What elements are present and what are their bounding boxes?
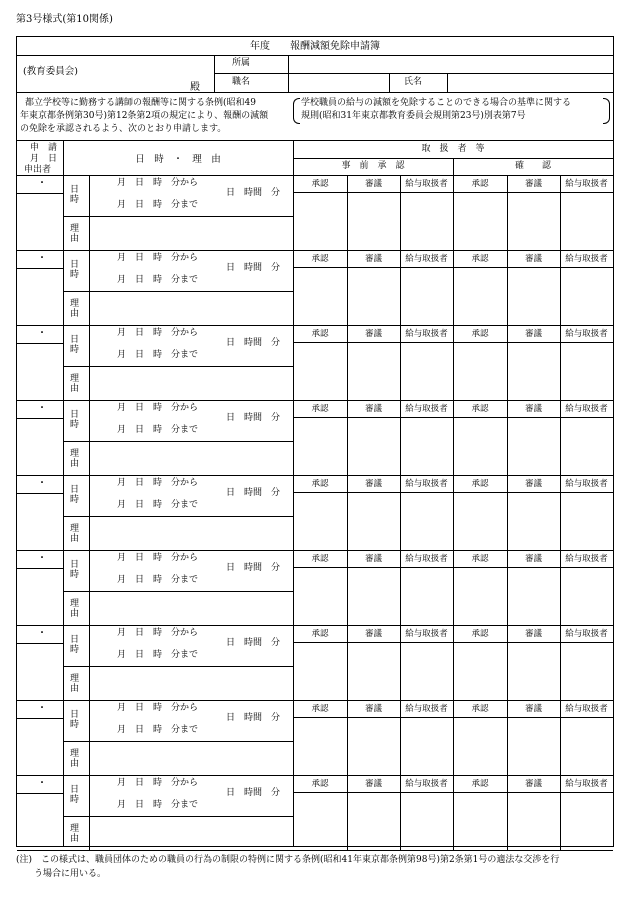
reason-label-1: 理 (70, 374, 80, 384)
confirm-payroll-label: 給与取扱者 (565, 779, 608, 789)
confirm-payroll-label: 給与取扱者 (565, 554, 608, 564)
date-dot: ・ (37, 253, 47, 264)
date-label-2: 時 (70, 495, 80, 505)
entry-row (17, 325, 613, 400)
confirm-approve-label: 承認 (471, 179, 489, 189)
date-label-1: 日 (70, 335, 80, 345)
reason-label-1: 理 (70, 824, 80, 834)
to-time: 月 日 時 分まで (117, 575, 199, 585)
payroll-label: 給与取扱者 (405, 479, 448, 489)
review-label: 審議 (364, 629, 382, 639)
committee-label: (教育委員会) (23, 66, 78, 77)
to-time: 月 日 時 分まで (117, 500, 199, 510)
intro-line-3: の免除を承認されるよう、次のとおり申請します。 (20, 124, 227, 134)
to-time: 月 日 時 分まで (117, 800, 199, 810)
application-form (16, 36, 614, 847)
review-label: 審議 (364, 779, 382, 789)
confirm-review-label: 審議 (524, 329, 542, 339)
payroll-label: 給与取扱者 (405, 704, 448, 714)
position-label: 職名 (232, 77, 251, 87)
review-label: 審議 (364, 404, 382, 414)
reason-label-2: 由 (70, 534, 80, 544)
payroll-label: 給与取扱者 (405, 629, 448, 639)
entry-row (17, 700, 613, 775)
col-prior-approval: 事 前 承 認 (341, 161, 405, 171)
review-label: 審議 (364, 704, 382, 714)
reason-label-2: 由 (70, 384, 80, 394)
to-time: 月 日 時 分まで (117, 200, 199, 210)
col-applicant-2: 月 日 (30, 154, 58, 164)
date-dot: ・ (37, 778, 47, 789)
entry-row (17, 550, 613, 625)
entry-row (17, 475, 613, 550)
from-time: 月 日 時 分から (117, 328, 199, 338)
reason-label-2: 由 (70, 684, 80, 694)
reason-label-2: 由 (70, 309, 80, 319)
approve-label: 承認 (311, 554, 329, 564)
entry-row (17, 775, 613, 850)
duration: 日 時間 分 (226, 413, 281, 423)
approve-label: 承認 (311, 404, 329, 414)
date-dot: ・ (37, 328, 47, 339)
confirm-review-label: 審議 (524, 254, 542, 264)
reason-label-1: 理 (70, 749, 80, 759)
confirm-payroll-label: 給与取扱者 (565, 179, 608, 189)
date-label-1: 日 (70, 635, 80, 645)
reason-label-1: 理 (70, 224, 80, 234)
intro-line-2: 年東京都条例第30号)第12条第2項の規定により、報酬の減額 (20, 111, 269, 121)
confirm-payroll-label: 給与取扱者 (565, 404, 608, 414)
approve-label: 承認 (311, 254, 329, 264)
duration: 日 時間 分 (226, 188, 281, 198)
col-handler: 取 扱 者 等 (421, 144, 485, 154)
payroll-label: 給与取扱者 (405, 554, 448, 564)
date-dot: ・ (37, 478, 47, 489)
duration: 日 時間 分 (226, 563, 281, 573)
date-label-2: 時 (70, 720, 80, 730)
reason-label-2: 由 (70, 234, 80, 244)
date-label-2: 時 (70, 645, 80, 655)
duration: 日 時間 分 (226, 788, 281, 798)
confirm-review-label: 審議 (524, 779, 542, 789)
to-time: 月 日 時 分まで (117, 650, 199, 660)
confirm-review-label: 審議 (524, 179, 542, 189)
date-dot: ・ (37, 628, 47, 639)
honorific: 殿 (190, 82, 200, 93)
footnote-line-1: (注) この様式は、職員団体のための職員の行為の制限の特例に関する条例(昭和41年東京都条例第98号)第2条第1号の適法な交渉を行 (16, 855, 560, 865)
confirm-approve-label: 承認 (471, 479, 489, 489)
reference-line-1: 学校職員の給与の減額を免除することのできる場合の基準に関する (301, 98, 572, 108)
date-label-1: 日 (70, 710, 80, 720)
confirm-review-label: 審議 (524, 404, 542, 414)
reason-label-1: 理 (70, 599, 80, 609)
confirm-approve-label: 承認 (471, 779, 489, 789)
name-label: 氏名 (404, 77, 423, 87)
affiliation-label: 所属 (232, 58, 251, 68)
reason-label-1: 理 (70, 299, 80, 309)
approve-label: 承認 (311, 629, 329, 639)
from-time: 月 日 時 分から (117, 178, 199, 188)
from-time: 月 日 時 分から (117, 403, 199, 413)
confirm-payroll-label: 給与取扱者 (565, 254, 608, 264)
date-label-2: 時 (70, 795, 80, 805)
approve-label: 承認 (311, 479, 329, 489)
from-time: 月 日 時 分から (117, 553, 199, 563)
from-time: 月 日 時 分から (117, 628, 199, 638)
date-label-2: 時 (70, 570, 80, 580)
confirm-approve-label: 承認 (471, 404, 489, 414)
confirm-payroll-label: 給与取扱者 (565, 629, 608, 639)
duration: 日 時間 分 (226, 713, 281, 723)
reason-label-2: 由 (70, 459, 80, 469)
payroll-label: 給与取扱者 (405, 254, 448, 264)
review-label: 審議 (364, 254, 382, 264)
duration: 日 時間 分 (226, 488, 281, 498)
form-title: 年度 報酬減額免除申請簿 (250, 41, 380, 52)
approve-label: 承認 (311, 704, 329, 714)
approve-label: 承認 (311, 779, 329, 789)
to-time: 月 日 時 分まで (117, 725, 199, 735)
approve-label: 承認 (311, 329, 329, 339)
date-label-2: 時 (70, 345, 80, 355)
footnote (16, 853, 616, 881)
confirm-approve-label: 承認 (471, 329, 489, 339)
date-dot: ・ (37, 553, 47, 564)
date-dot: ・ (37, 403, 47, 414)
date-label-1: 日 (70, 560, 80, 570)
to-time: 月 日 時 分まで (117, 275, 199, 285)
entry-row (17, 250, 613, 325)
reference-line-2: 規則(昭和31年東京都教育委員会規則第23号)別表第7号 (301, 111, 526, 121)
col-confirmation: 確 認 (514, 161, 551, 171)
from-time: 月 日 時 分から (117, 478, 199, 488)
reason-label-1: 理 (70, 449, 80, 459)
confirm-approve-label: 承認 (471, 554, 489, 564)
reason-label-2: 由 (70, 759, 80, 769)
date-label-1: 日 (70, 410, 80, 420)
entry-row (17, 175, 613, 250)
col-applicant-3: 申出者 (24, 165, 52, 175)
reason-label-1: 理 (70, 674, 80, 684)
date-label-1: 日 (70, 485, 80, 495)
to-time: 月 日 時 分まで (117, 425, 199, 435)
duration: 日 時間 分 (226, 638, 281, 648)
confirm-approve-label: 承認 (471, 254, 489, 264)
confirm-approve-label: 承認 (471, 704, 489, 714)
from-time: 月 日 時 分から (117, 703, 199, 713)
review-label: 審議 (364, 554, 382, 564)
from-time: 月 日 時 分から (117, 253, 199, 263)
date-label-1: 日 (70, 185, 80, 195)
entry-row (17, 625, 613, 700)
date-dot: ・ (37, 178, 47, 189)
footnote-line-2: う場合に用いる。 (16, 869, 107, 879)
entry-row (17, 400, 613, 475)
confirm-review-label: 審議 (524, 629, 542, 639)
col-datetime-reason: 日 時 ・ 理 由 (135, 154, 221, 165)
confirm-payroll-label: 給与取扱者 (565, 704, 608, 714)
payroll-label: 給与取扱者 (405, 404, 448, 414)
date-label-1: 日 (70, 260, 80, 270)
date-label-2: 時 (70, 195, 80, 205)
confirm-payroll-label: 給与取扱者 (565, 479, 608, 489)
payroll-label: 給与取扱者 (405, 779, 448, 789)
form-number: 第3号様式(第10関係) (16, 14, 113, 25)
confirm-approve-label: 承認 (471, 629, 489, 639)
duration: 日 時間 分 (226, 338, 281, 348)
confirm-review-label: 審議 (524, 479, 542, 489)
confirm-review-label: 審議 (524, 554, 542, 564)
duration: 日 時間 分 (226, 263, 281, 273)
intro-line-1: 都立学校等に勤務する講師の報酬等に関する条例(昭和49 (25, 98, 256, 108)
date-label-2: 時 (70, 420, 80, 430)
payroll-label: 給与取扱者 (405, 329, 448, 339)
review-label: 審議 (364, 179, 382, 189)
review-label: 審議 (364, 329, 382, 339)
review-label: 審議 (364, 479, 382, 489)
to-time: 月 日 時 分まで (117, 350, 199, 360)
reason-label-2: 由 (70, 609, 80, 619)
payroll-label: 給与取扱者 (405, 179, 448, 189)
col-applicant-1: 申 請 (30, 143, 58, 153)
date-label-2: 時 (70, 270, 80, 280)
reason-label-2: 由 (70, 834, 80, 844)
date-dot: ・ (37, 703, 47, 714)
reason-label-1: 理 (70, 524, 80, 534)
confirm-payroll-label: 給与取扱者 (565, 329, 608, 339)
confirm-review-label: 審議 (524, 704, 542, 714)
date-label-1: 日 (70, 785, 80, 795)
from-time: 月 日 時 分から (117, 778, 199, 788)
approve-label: 承認 (311, 179, 329, 189)
